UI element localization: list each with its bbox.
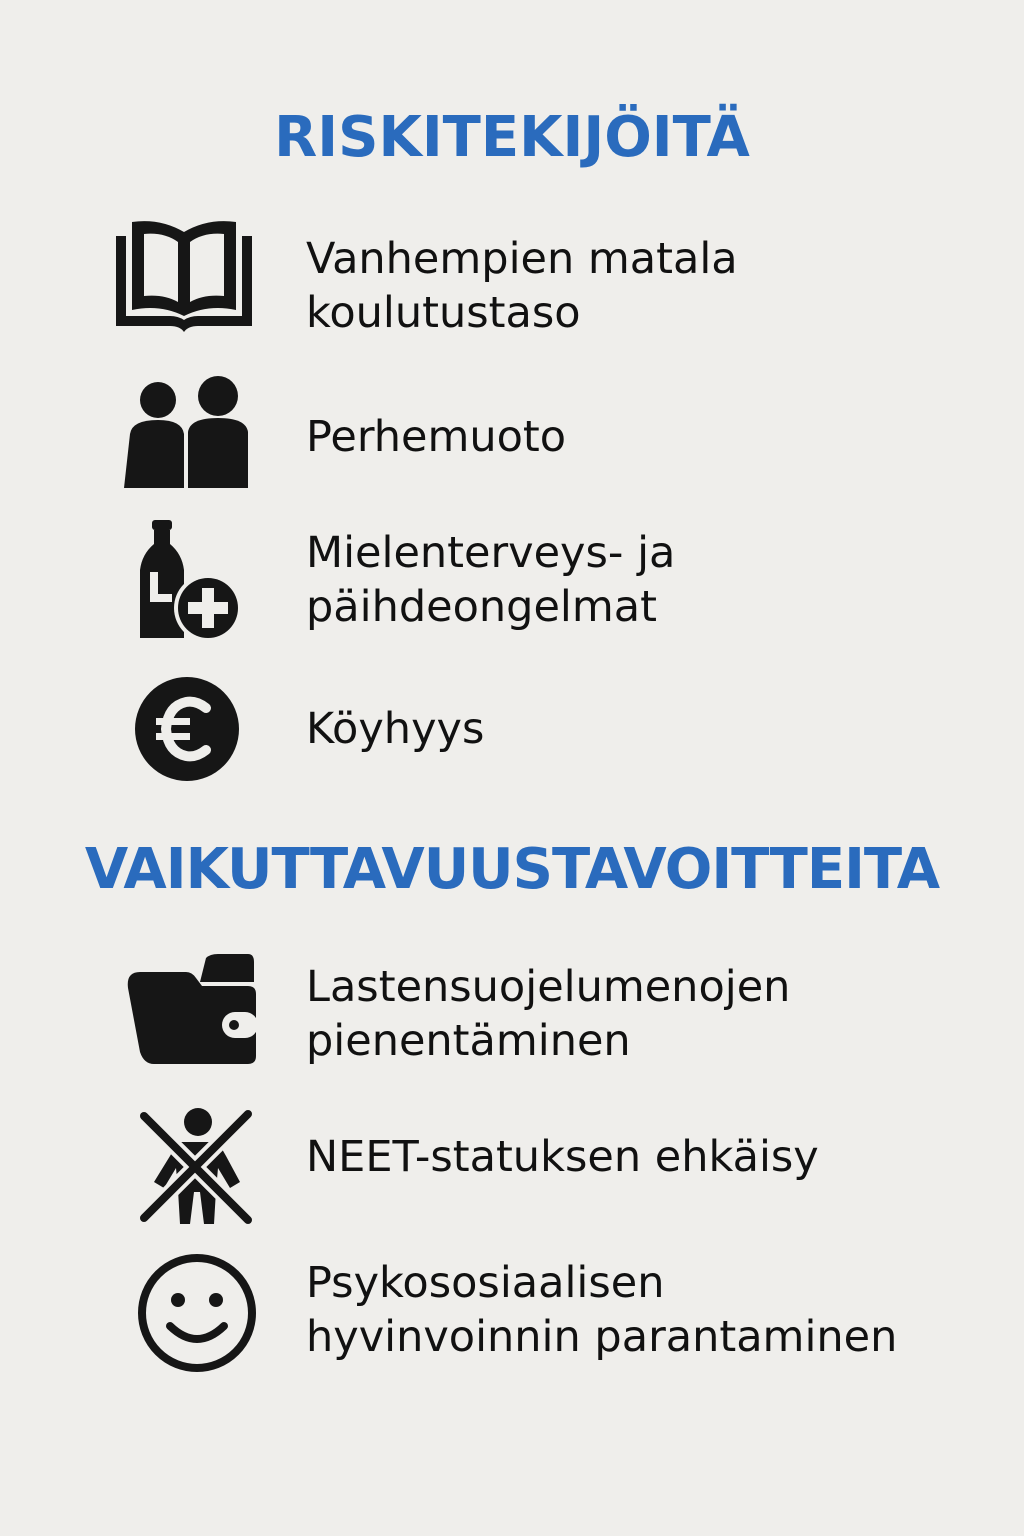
risk-item-education: [306, 232, 738, 340]
open-book-icon: [110, 218, 258, 334]
goal-item-wellbeing: [306, 1256, 897, 1364]
risk-item-family-line-1: Perhemuoto: [306, 412, 567, 462]
risk-item-education-line-1: Vanhempien matala: [306, 234, 738, 284]
euro-coin-icon: [134, 676, 240, 782]
goal-item-child-protection-line-1: Lastensuojelumenojen: [306, 962, 791, 1012]
risk-item-mental-health-line-2: päihdeongelmat: [306, 582, 657, 632]
risk-item-family: [306, 410, 566, 464]
goal-item-wellbeing-line-2: hyvinvoinnin parantaminen: [306, 1312, 898, 1362]
impact-goals-heading: VAIKUTTAVUUSTAVOITTEITA: [84, 837, 940, 902]
risk-item-poverty: [306, 702, 484, 756]
risk-factors-heading: RISKITEKIJÖITÄ: [274, 105, 750, 170]
goal-item-wellbeing-line-1: Psykososiaalisen: [306, 1258, 665, 1308]
risk-item-education-line-2: koulutustaso: [306, 288, 581, 338]
goal-item-child-protection-line-2: pienentäminen: [306, 1016, 631, 1066]
smiley-face-icon: [136, 1252, 258, 1374]
risk-item-mental-health: [306, 526, 675, 634]
two-people-icon: [122, 376, 250, 490]
goal-item-neet-line-1: NEET-statuksen ehkäisy: [306, 1132, 819, 1182]
goal-item-neet: [306, 1130, 819, 1184]
wallet-icon: [126, 952, 258, 1066]
crossed-out-person-icon: [136, 1106, 256, 1228]
risk-item-poverty-line-1: Köyhyys: [306, 704, 485, 754]
risk-item-mental-health-line-1: Mielenterveys- ja: [306, 528, 676, 578]
bottle-plus-icon: [138, 518, 242, 642]
goal-item-child-protection: [306, 960, 790, 1068]
